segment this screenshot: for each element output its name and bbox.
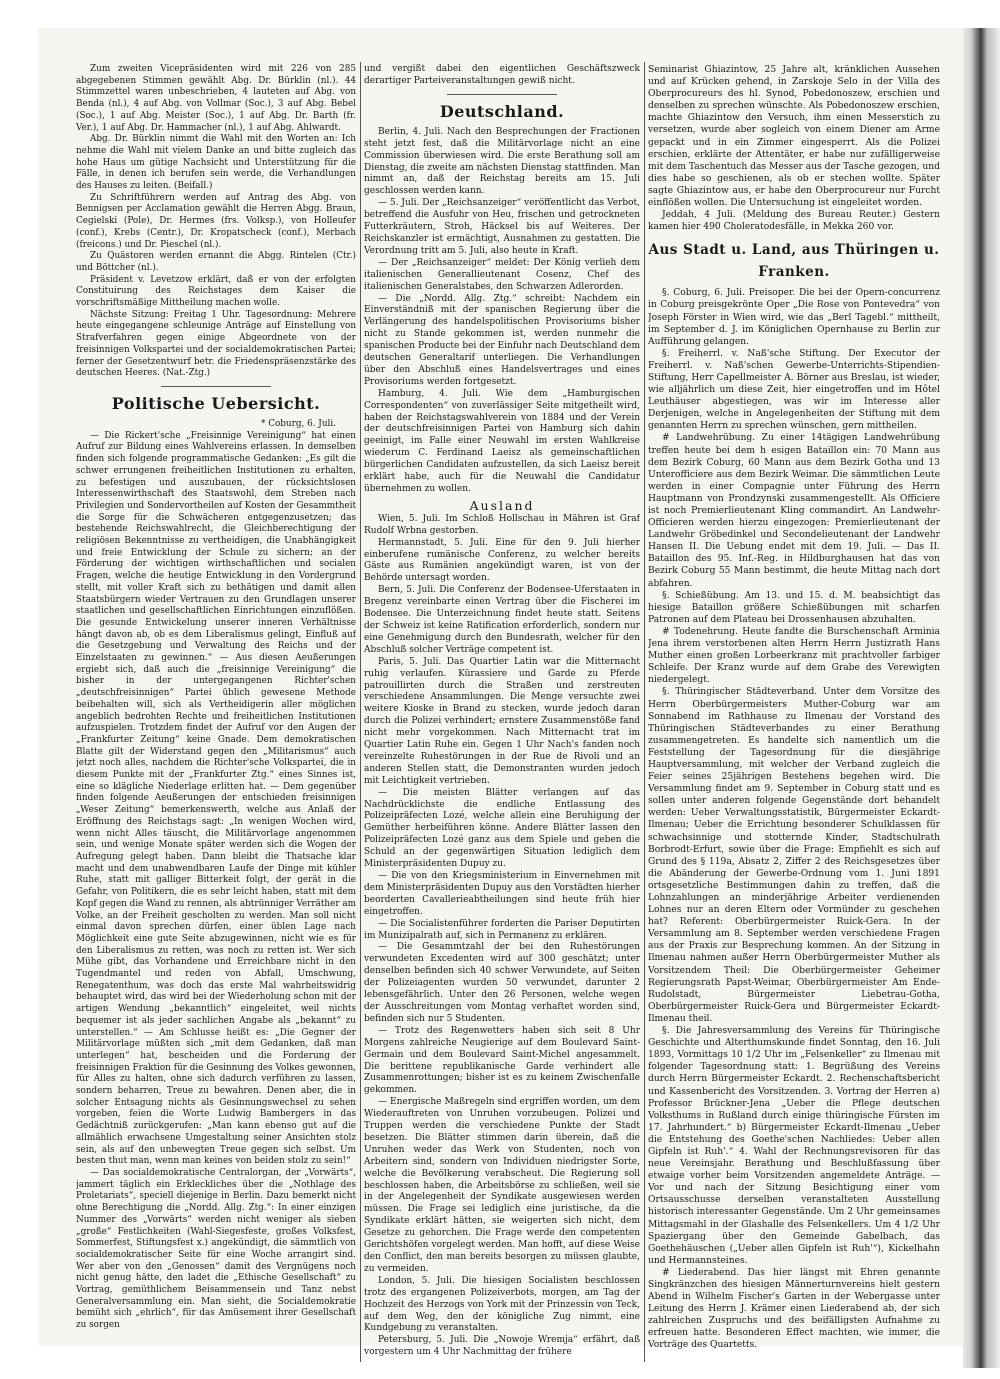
column-rule-2 [644, 62, 645, 1362]
paragraph: Seminarist Ghiazintow, 25 Jahre alt, kränklichen Aussehen und auf Krücken gehend, in Zarskoje Selo in der Villa des Oberprocureurs des hl. Synod, Pobedonoszew, erschien und denselben zu sprechen wünschte. Als Pobedonoszew erschien, machte Ghiazintow den Versuch, ihm einen Messerstich zu versetzen, wurde aber sogleich von einem Diener am Arme gepackt und in ein Zimmer eingesperrt. Als die Polizei erschien, erklärte der Attentäter, er habe nur zufälligerweise mit dem Taschentuch das Messer aus der Tasche gezogen, und dies habe so geschienen, als ob er stechen wollte. Später sagte Ghiazintow aus, er habe den Oberprocureur nur Furcht einflößen wollen. Die Untersuchung ist eingeleitet worden. [648, 65, 940, 209]
column-1 [76, 64, 356, 1364]
paragraph: # Todenehrung. Heute fandte die Burschenschaft Arminia Jena ihrem verstorbenen alten Herrn Herrn Justizrath Hans Muther einen großen Lorbeerkranz mit prachtvoller farbiger Schleife. Der Kranz wurde auf dem Grabe des Verewigten niedergelegt. [648, 626, 940, 686]
paragraph: Präsident v. Levetzow erklärt, daß er von der erfolgten Constituirung des Reichstages dem Kaiser die vorschriftsmäßige Mittheilung machen wolle. [76, 274, 356, 309]
section-heading: Politische Uebersicht. [111, 393, 321, 413]
column-3 [648, 64, 940, 1364]
paragraph: — 5. Juli. Der „Reichsanzeiger“ veröffentlicht das Verbot, betreffend die Ausfuhr von Heu, frischen und getrockneten Futterkräutern, Stroh, Häcksel bis auf Weiteres. Der Reichskanzler ist ermächtigt, Ausnahmen zu gestatten. Die Verordnung tritt am 5. Juli, also heute in Kraft. [364, 198, 640, 256]
paragraph: Bern, 5. Juli. Die Conferenz der Bodensee-Uferstaaten in Bregenz vereinbarte einen Vertrag über die Fischerei im Bodensee. Die Unterzeichnung findet heute statt. Seitens der Schweiz ist keine Ratification erforderlich, sondern nur eine Genehmigung durch den Bundesrath, welcher für den Abschluß solcher Verträge competent ist. [364, 585, 640, 655]
paragraph: — Die meisten Blätter verlangen auf das Nachdrücklichste die endliche Entlassung des Polizeipräfecten Lozé, welche allein eine Beruhigung der Gemüther herbeiführen könne. Andere Blätter lassen den Polizeipräfecten Lozé ganz aus dem Spiele und geben die Schuld an der gegenwärtigen Situation lediglich dem Ministerpräsidenten Dupuy zu. [364, 787, 640, 870]
paragraph: Jeddah, 4 Juli. (Meldung des Bureau Reuter.) Gestern kamen hier 490 Choleratodesfälle, in Mekka 260 vor. [648, 210, 940, 233]
separator-line [447, 94, 557, 95]
paragraph: — Das socialdemokratische Centralorgan, der „Vorwärts“, jammert täglich ein Erkleckliches über die „Nothlage des Proletariats“, speciell diejenige in Berlin. Dazu bemerkt nicht ohne Berechtigung die „Nordd. Allg. Ztg.“: In einer einzigen Nummer des „Vorwärts“ werden nicht weniger als sieben „große“ Festlichkeiten (Wahl-Siegesfeste, großes Volksfest, Sommerfest, Stiftungsfest x.) angekündigt, die sämmtlich von socialdemokratischer Seite für eine Woche arrangirt sind. Wer aber von den „Genossen“ damit des Vergnügens noch nicht genug hätte, den ladet die „Ethische Gesellschaft“ zu Vortrag, gemüthlichem Beisammensein und Tanz nebst Generalversammlung ein. Man sieht, die Socialdemokratie bemüht sich „ehrlich“, für das Amüsement ihrer Gesellschaft zu sorgen [76, 1167, 356, 1331]
paragraph: — Die Socialistenführer forderten die Pariser Deputirten im Munizipalrath auf, sich in Permanenz zu erklären. [364, 918, 640, 941]
section-heading: Deutschland. [439, 101, 565, 121]
paragraph: Berlin, 4. Juli. Nach den Besprechungen der Fractionen steht jetzt fest, daß die Militärvorlage nicht an eine Commission überwiesen wird. Die erste Berathung soll am Dienstag, die zweite am nächsten Dienstag stattfinden. Man nimmt an, daß der Reichstag bereits am 15. Juli geschlossen werden kann. [364, 126, 640, 197]
paragraph: Wien, 5. Juli. Im Schloß Hollschau in Mähren ist Graf Rudolf Wrbna gestorben. [364, 513, 640, 536]
scan-binding-edge [963, 28, 1000, 1368]
section-heading: Aus Stadt u. Land, aus Thüringen u. Franken. [648, 242, 940, 281]
paragraph: — Trotz des Regenwetters haben sich seit 8 Uhr Morgens zahlreiche Neugierige auf dem Boulevard Saint-Germain und dem Boulevard Saint-Michel angesammelt. Die berittene republikanische Garde verhindert alle Zusammenrottungen; bisher ist es zu keinem Zwischenfalle gekommen. [364, 1025, 640, 1096]
paragraph: — Die „Nordd. Allg. Ztg.“ schreibt: Nachdem ein Einverständniß mit der spanischen Regierung über die Verlängerung des handelspolitischen Provisoriums bisher nicht zu Stande gekommen ist, werden nunmehr die spanischen Producte bei der Einfuhr nach Deutschland dem deutschen Generaltarif unterliegen. Die Verhandlungen über den Abschluß eines Handelsvertrages und eines Provisoriums werden fortgesetzt. [364, 293, 640, 387]
paragraph: §. Coburg, 6. Juli. Preisoper. Die bei der Opern-concurrenz in Coburg preisgekrönte Oper „Die Rose von Pontevedra“ von Joseph Förster in Wien wird, wie das „Berl Tagebl.“ mittheilt, im September d. J. im Königlichen Opernhause zu Berlin zur Aufführung gelangen. [648, 288, 940, 347]
paragraph: Zu Quästoren werden ernannt die Abgg. Rintelen (Ctr.) und Böttcher (nl.). [76, 251, 356, 273]
paragraph: Paris, 5. Juli. Das Quartier Latin war die Mitternacht ruhig verlaufen. Kürassiere und Garde zu Pferde patrouillirten durch die Straßen und zerstreuten verschiedene Ansammlungen. Die Menge versuchte zwei weitere Kioske in Brand zu stecken, wurde jedoch daran durch die Polizei verhindert; ernstere Zusammenstöße fand nicht mehr vorgekommen. Nach Mitternacht trat im Quartier Latin Ruhe ein. Gegen 1 Uhr Nach's fanden noch vereinzelte Ruhestörungen in der Rue de Rivoli und an anderen Stellen statt, die Demonstranten wurden jedoch mit Leichtigkeit vertrieben. [364, 656, 640, 786]
paragraph: und vergißt dabei den eigentlichen Geschäftszweck derartiger Parteiveranstaltungen gewiß nicht. [364, 64, 640, 86]
paragraph: Zum zweiten Vicepräsidenten wird mit 226 von 285 abgegebenen Stimmen gewählt Abg. Dr. Bürklin (nl.). 44 Stimmzettel waren unbeschrieben, 4 lauteten auf Abg. von Benda (nl.), 4 auf Abg. von Vollmar (Soc.), 3 auf Abg. Bebel (Soc.), 1 auf Abg. Meister (Soc.), 1 auf Abg. Dr. Barth (fr. Ver.), 1 auf Abg. Dr. Hammacher (nl.), 1 auf Abg. Ahlwardt. [76, 64, 356, 133]
subsection-heading: Ausland [469, 497, 535, 513]
dateline: * Coburg, 6. Juli. [260, 418, 336, 429]
column-rule-1 [360, 62, 361, 1362]
paragraph: # Landwehrübung. Zu einer 14tägigen Landwehrübung treffen heute bei dem h esigen Bataillon ein: 70 Mann aus dem Bezirk Coburg, 60 Mann aus dem Bezirk Gotha und 13 Unterofficiere aus dem Bezirk Weimar. Die sämmtlichen Leute werden in einer Compagnie unter Führung des Herrn Hauptmann von Prondzynski zusammengestellt. Als Officiere ist noch Premierlieutenant Kling commandirt. An Landwehr-Officieren werden hierzu eingezogen: Premierlieutenant der Landwehr Gröbedinkel und Secondelieutenant der Landwehr Hansen II. Die Uebung endet mit dem 19. Juli. — Das II. Bataillon des 95. Inf.-Reg. in Hildburghausen hat das von Bezirk Coburg 55 Mann bestimmt, die heute Mittag nach dort abfahren. [648, 433, 940, 589]
paragraph: — Die Rickert'sche „Freisinnige Vereinigung“ hat einen Aufruf zur Bildung eines Wahlvereins erlassen. In demselben finden sich folgende programmatische Gedanken: „Es gilt die schwer errungenen freiheitlichen Institutionen zu erhalten, zu befestigen und auszubauen, der rücksichtslosen Interessenwirthschaft des Staatswohl, dem Streben nach Privilegien und Sondervortheilen auf Kosten der Gesammtheit die Sorge für die Schwächeren entgegenzusetzen; das bestehende Reichswahlrecht, die Gleichberechtigung der religiösen Bekenntnisse zu vertheidigen, die Unabhängigkeit und freie Entwicklung der Schule zu sichern; an der Förderung der wichtigen wirthschaftlichen und socialen Fragen, welche die heutige Entwicklung in den Vordergrund stellt, mit voller Kraft sich zu bethätigen und damit allen Staatsbürgern wieder Vertrauen zu den Grundlagen unserer staatlichen und gesellschaftlichen Einrichtungen einzuflößen. Die gesunde Entwickelung unserer inneren Verhältnisse hängt davon ab, ob es dem Liberalismus gelingt, Einfluß auf die Gesetzgebung und Verwaltung des Reichs und der Einzelstaaten zu gewinnen.“ — Aus diesen Aeußerungen ergiebt sich, daß auch die „freisinnige Vereinigung“ die bisher in der untergegangenen Richter'schen „deutschfreisinnigen“ Partei üblich gewesene Methode beibehalten will, sich als Vertheidigerin aller möglichen angeblich bedrohten Rechte und freiheitlichen Institutionen aufzuspielen. Trotzdem findet der Aufruf vor den Augen der „Frankfurter Zeitung“ keine Gnade. Dem demokratischen Blatte gilt der Widerstand gegen den „Militarismus“ auch jetzt noch alles, nachdem die Richter'sche Volkspartei, die in diesem Punkte mit der „Frankfurter Ztg.“ eines Sinnes ist, eine so klägliche Niederlage erlitten hat. — Dem gegenüber finden folgende Aeußerungen der entschieden freisinnigen „Weser Zeitung“ bemerkenswerth, welche aus Anlaß der Eröffnung des Reichstags sagt: „In wenigen Wochen wird, wenn nicht Alles täuscht, die Militärvorlage angenommen sein, und wenige Monate später werden sich die Wogen der Aufregung gelegt haben. Dann bleibt die Thatsache klar macht und dem unabwendbaren Laufe der Dinge mit kühler Ruhe, statt mit galliger Bitterkeit folgt, der gerät in die Gefahr, von Politikern, die es sehr leicht haben, statt mit dem Kopf gegen die Wand zu rennen, als abtrünniger Verräther am Volke, an der Freiheit gescholten zu werden. Man soll nicht einmal davon sprechen dürfen, einer üblen Lage nach Möglichkeit eine gute Seite abzugewinnen, nicht wie es für den Liberalismus zu retten, was noch zu retten ist. Wer sich Mühe gibt, das Vorhandene und Erreichbare nicht in den Tugendmantel und reden von Abfall, Umschwung, Renegatenthum, was doch das erste Mal wahrheitswidrig behauptet wird, das wird bei der Wiederholung schon mit der artigen Wendung „bekanntlich“ eingeleitet, weil nichts bequemer ist als jeder sachlichen Angabe als „bekannt“ zu unterstellen.“ — Am Schlusse heißt es: „Die Gegner der Militärvorlage müßten sich „mit dem Gedanken, daß man unterlegen“ hat, bescheiden und die Forderung der freisinnigen Fraktion für die Gesinnung des Volkes gewonnen, für Alles zu halten, ohne sich dadurch verführen zu lassen, sondern beharren, Treue zu bewahren. Denen aber, die in solcher Entsagung nichts als Gesinnungswechsel zu sehen vorgeben, feien die Worte Ludwig Bambergers in das Gedächtniß zurückgerufen: „Man kann ebenso gut auf die allmählich erwachsene Umgestaltung seiner Ansichten stolz sein, als auf den unbewegten Treue gegen sich selbst. Um besten thut man, wenn man keines von beiden stolz zu sein!“ [76, 430, 356, 1167]
paragraph: — Energische Maßregeln sind ergriffen worden, um dem Wiederauftreten von Unruhen vorzubeugen. Polizei und Truppen werden die verschiedene Punkte der Stadt besetzen. Die Blätter stimmen darin überein, daß die Unruhen weder das Werk von Studenten, noch von Arbeitern sind, sondern von Individuen niedrigster Sorte, welche die Bevölkerung verabscheut. Die Regierung soll beschlossen haben, die Arbeitsbörse zu schließen, weil sie in der Angelegenheit der Syndikate ausgewiesen werden müssen. Die Frage sei lediglich eine juristische, da die Syndikate erklärt hätten, sie weigerten sich nicht, dem Gesetze zu gehorchen. Die Frage werde den competenten Gerichtshöfen vorgelegt werden. Man hofft, auf diese Weise den Conflict, den man bereits besorgen zu müssen glaubte, zu vermeiden. [364, 1097, 640, 1274]
paragraph: Abg. Dr. Bürklin nimmt die Wahl mit den Worten an: Ich nehme die Wahl mit vielem Danke an und bitte zugleich das hohe Haus um gütige Nachsicht und Unterstützung für die Fälle, in denen ich berufen sein werde, die Verhandlungen des Hauses zu leiten. (Beifall.) [76, 134, 356, 192]
paragraph: §. Schießübung. Am 13. und 15. d. M. beabsichtigt das hiesige Bataillon größere Schießübungen mit scharfen Patronen auf dem Plateau bei Drossenhausen abzuhalten. [648, 590, 940, 625]
paragraph: — Die von den Kriegsministerium in Einvernehmen mit dem Ministerpräsidenten Dupuy aus den Vorstädten hierher beorderten Cavallerieabtheilungen sind heute früh hier eingetroffen. [364, 871, 640, 917]
column-2 [364, 64, 640, 1364]
paragraph: — Der „Reichsanzeiger“ meldet: Der König verlieh dem italienischen Generallieutenant Cosenz, Chef des italienischen Generalstabes, den Schwarzen Adlerorden. [364, 257, 640, 292]
paragraph: §. Freiherrl. v. Naß'sche Stiftung. Der Executor der Freiherrl. v. Naß'schen Gewerbe-Unterrichts-Stipendien-Stiftung, Herr Capellmeister A. Börner aus Breslau, ist wieder, wie alljährlich um diese Zeit, hier eingetroffen und im Hôtel Leuthäuser abgestiegen, was wir im Interesse aller Derjenigen, welche in Angelegenheiten der Stiftung mit dem genannten Herrn zu sprechen wünschen, gern mittheilen. [648, 348, 940, 432]
paragraph: Hamburg, 4. Juli. Wie dem „Hamburgischen Correspondenten“ von zuverlässiger Seite mitgetheilt wird, haben der Reichstagswahlverein von 1884 und der Verein der deutschfreisinnigen Partei von Hamburg sich dahin geeinigt, im Falle einer Neuwahl im ersten Wahlkreise wiederum C. Ferdinand Laeisz als gemeinschaftlichen bürgerlichen Candidaten aufzustellen, da sich Laeisz bereit erklärt habe, auch für die Neuwahl die Candidatur übernehmen zu wollen. [364, 388, 640, 494]
paragraph: §. Die Jahresversammlung des Vereins für Thüringische Geschichte und Alterthumskunde findet Sonntag, den 16. Juli 1893, Vormittags 10 1/2 Uhr im „Felsenkeller“ zu Ilmenau mit folgender Tagesordnung statt: 1. Begrüßung des Vereins durch Herrn Bürgermeister Eckardt. 2. Rechenschaftsbericht und Kassenbericht des Vorsitzenden. 3. Vortrag der Herren a) Professor Brückner-Jena „Ueber die Pflege deutschen Volksthums in Rußland durch einige thüringische Fürsten im 17. Jahrhundert.“ b) Bürgermeister Eckardt-Ilmenau „Ueber die Entstehung des Goethe'schen Nachliedes: Ueber allen Gipfeln ist Ruh'.“ 4. Wahl der Rechnungsrevisoren für das neue Vereinsjahr. Berathung und Beschlußfassung über etwaige vorher beim Vorsitzenden angemeldete Anträge. — Vor und nach der Sitzung Besichtigung einer vom Ortsausschusse derselben veranstalteten Ausstellung historisch interessanter Gegenstände. Um 2 Uhr gemeinsames Mittagsmahl in der Glashalle des Felsenkellers. Um 4 1/2 Uhr Spaziergang über den Gemeinde Gabelbach, das Goethehäuschen („Ueber allen Gipfeln ist Ruh'“), Kickelhahn und Hermannsteines. [648, 1026, 940, 1266]
separator-line [161, 386, 271, 387]
paragraph: London, 5. Juli. Die hiesigen Socialisten beschlossen trotz des ergangenen Polizeiverbots, morgen, am Tag der Hochzeit des Herzogs von York mit der Prinzessin von Teck, auf dem Weg, den der königliche Zug nimmt, eine Kundgebung zu veranstalten. [364, 1275, 640, 1334]
paragraph: Nächste Sitzung: Freitag 1 Uhr. Tagesordnung: Mehrere heute eingegangene schleunige Anträge auf Einstellung von Strafverfahren gegen einige Abgeordnete von der freisinnigen Volkspartei und der socialdemokratischen Partei; ferner der Gesetzentwurf betr. die Friedenspräsenzstärke des deutschen Heeres. (Nat.-Ztg.) [76, 309, 356, 379]
paragraph: §. Thüringischer Städteverband. Unter dem Vorsitze des Herrn Oberbürgermeisters Muther-Coburg war am Sonnabend im Rathhause zu Ilmenau der Vorstand des Thüringischen Städteverbandes zu einer Berathung zusammengetreten. Es handelte sich namentlich um die Feststellung der Tagesordnung für die diesjährige Hauptversammlung, mit welcher der Verband zugleich die Feier seines 25jährigen Bestehens begehen wird. Die Versammlung findet am 9. September in Coburg statt und es sollen unter anderen folgende Gegenstände dort behandelt werden: Ueber Verwaltungsstatistik, Bürgermeister Eckardt-Ilmenau; Ueber die Errichtung besonderer Schulklassen für schwachsinnige und stotternde Kinder, Stadtschulrath Borbrodt-Erfurt, sowie über die Frage: Empfiehlt es sich auf Grund des § 119a, Absatz 2, Ziffer 2 des Reichsgesetzes über die Abänderung der Gewerbe-Ordnung vom 1. Juni 1891 ortsgesetzliche Bestimmungen dahin zu treffen, daß die Lohnzahlungen an minderjährige Arbeiter verdienenden Lohnes nur an deren Eltern oder Vormünder zu geschehen hat? Referent: Oberbürgermeister Ruick-Gera. In der Versammlung am 8. September werden verschiedene Fragen aus der Praxis zur Besprechung kommen. An der Sitzung in Ilmenau nahmen außer Herrn Oberbürgermeister Muther als Vorsitzendem Theil: Die Oberbürgermeister Geheimer Regierungsrath Papst-Weimar, Oberbürgermeister Am Ende-Rudolstadt, Bürgermeister Liebetrau-Gotha, Oberbürgermeister Ruick-Gera und Bürgermeister Eckardt-Ilmenau theil. [648, 687, 940, 1024]
paragraph: Zu Schriftführern werden auf Antrag des Abg. von Bennigsen per Acclamation gewählt die Herren Abgg. Braun, Cegielski (Pole), Dr. Hermes (frs. Volksp.), von Holleufer (conf.), Krebs (Centr.), Dr. Kropatscheck (conf.), Merbach (freicons.) und Dr. Pieschel (nl.). [76, 192, 356, 250]
paragraph: # Liederabend. Das hier längst mit Ehren genannte Singkränzchen des hiesigen Männerturnvereins hielt gestern Abend in Wilhelm Fischer's Garten in der Webergasse unter Leitung des Herrn J. Krämer einen Liederabend ab, der sich zahlreichen Zuspruchs und des beifälligsten Aufnahme zu erfreuen hatte. Besonderen Effect machten, wie immer, die Vorträge des Quartetts. [648, 1267, 940, 1351]
paragraph: — Die Gesammtzahl der bei den Ruhestörungen verwundeten Excedenten wird auf 300 geschätzt; unter denselben befinden sich 40 schwer Verwundete, auf Seiten der Polizeiagenten wurden 50 verwundet, darunter 2 lebensgefährlich. Unter den 26 Personen, welche wegen der Ausschreitungen vom Montag verhaftet worden sind, befinden sich nur 5 Studenten. [364, 942, 640, 1024]
paragraph: Petersburg, 5. Juli. Die „Nowoje Wremja“ erfährt, daß vorgestern um 4 Uhr Nachmittag der frühere [364, 1335, 640, 1358]
paragraph: Hermannstadt, 5. Juli. Eine für den 9. Juli hierher einberufene rumänische Conferenz, zu welcher bereits Gäste aus Rumänien angekündigt waren, ist von der Behörde untersagt worden. [364, 537, 640, 584]
